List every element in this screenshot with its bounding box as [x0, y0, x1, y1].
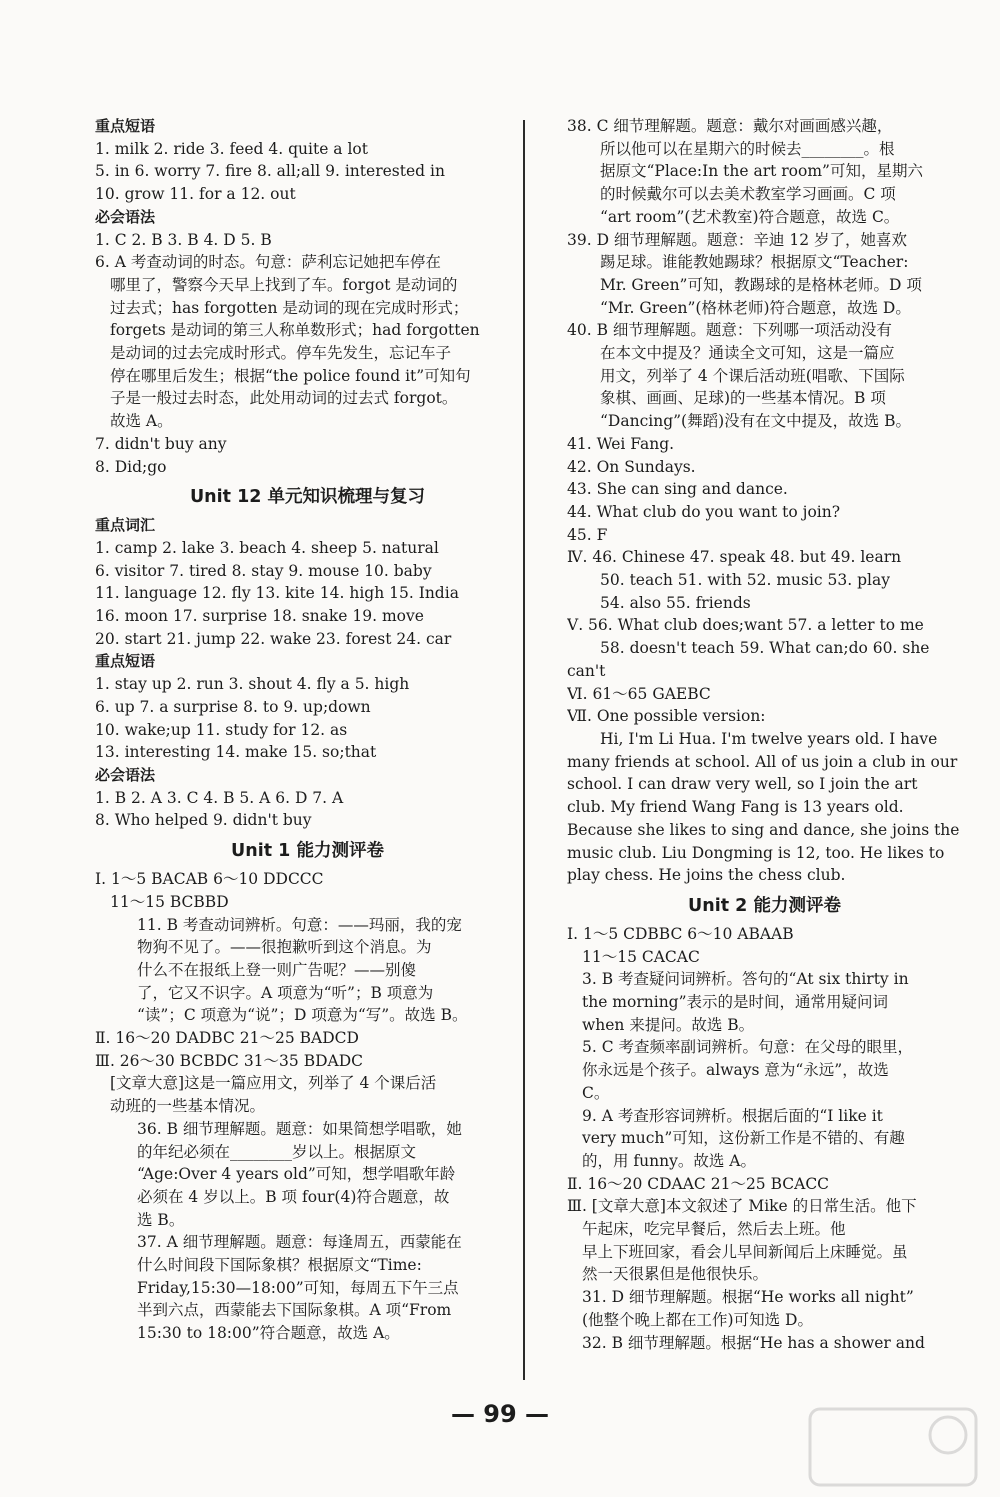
answer-line: forgets 是动词的第三人称单数形式；had forgotten [110, 321, 480, 340]
page-number: — 99 — [450, 1400, 550, 1428]
answer-line: 你永远是个孩子。always 意为“永远”，故选 [582, 1061, 889, 1080]
answer-line: 39. D 细节理解题。题意：辛迪 12 岁了，她喜欢 [567, 230, 908, 249]
answer-line: 早上下班回家，看会儿早间新闻后上床睡觉。虽 [582, 1242, 908, 1261]
answer-line: “Age:Over 4 years old”可知，想学唱歌年龄 [137, 1165, 456, 1184]
answer-line: 的，用 funny。故选 A。 [582, 1151, 756, 1170]
answer-line: 36. B 细节理解题。题意：如果简想学唱歌，她 [137, 1119, 462, 1138]
answer-line: club. My friend Wang Fang is 13 years old. [567, 798, 904, 817]
answer-line: 踢足球。谁能教她踢球？根据原文“Teacher: [600, 253, 909, 272]
answer-line: “art room”(艺术教室)符合题意，故选 C。 [600, 207, 900, 226]
answer-line: 58. doesn't teach 59. What can;do 60. she [600, 639, 930, 658]
answer-line: Ⅲ. [文章大意]本文叙述了 Mike 的日常生活。他下 [567, 1197, 917, 1216]
answer-line: 所以他可以在星期六的时候去________。根 [600, 139, 895, 158]
answer-line: 半到六点，西蒙能去下国际象棋。A 项“From [137, 1301, 452, 1320]
answer-line: 什么时间段下国际象棋？根据原文“Time: [137, 1256, 422, 1275]
answer-line: very much”可知，这份新工作是不错的、有趣 [582, 1129, 905, 1148]
answer-line: Ⅱ. 16～20 CDAAC 21～25 BCACC [567, 1174, 830, 1193]
watermark-logo [808, 1407, 978, 1487]
section-heading: 重点词汇 [95, 516, 156, 535]
answer-line: (他整个晚上都在工作)可知选 D。 [582, 1310, 813, 1329]
answer-line: 在本文中提及？通读全文可知，这是一篇应 [600, 344, 895, 363]
answer-line: 9. A 考查形容词辨析。根据后面的“I like it [582, 1106, 883, 1125]
answer-line: 过去式；has forgotten 是动词的现在完成时形式； [110, 298, 469, 317]
answer-line: 31. D 细节理解题。根据“He works all night” [582, 1288, 914, 1307]
left-column [95, 115, 520, 1345]
answer-line: 哪里了，警察今天早上找到了车。forgot 是动词的 [110, 275, 458, 294]
answer-line: 了，它又不识字。A 项意为“听”；B 项意为 [137, 983, 434, 1002]
answer-line: C。 [582, 1083, 610, 1102]
answer-line: 停在哪里后发生；根据“the police found it”可知句 [110, 366, 471, 385]
answer-line: play chess. He joins the chess club. [567, 866, 846, 885]
answer-line: can't [567, 661, 606, 680]
answer-line: 42. On Sundays. [567, 457, 696, 476]
answer-line: 6. visitor 7. tired 8. stay 9. mouse 10. baby [95, 561, 432, 580]
answer-line: 38. C 细节理解题。题意：戴尔对画画感兴趣， [567, 117, 893, 135]
answer-line: “读”；C 项意为“说”；D 项意为“写”。故选 B。 [137, 1006, 468, 1025]
answer-line: [文章大意]这是一篇应用文，列举了 4 个课后活 [110, 1074, 437, 1093]
answer-line: 16. moon 17. surprise 18. snake 19. move [95, 607, 424, 626]
answer-line: Ⅱ. 16～20 DADBC 21～25 BADCD [95, 1029, 359, 1048]
answer-line: many friends at school. All of us join a club in our [567, 752, 958, 771]
answer-line: 32. B 细节理解题。根据“He has a shower and [582, 1333, 925, 1352]
answer-line: 11. B 考查动词辨析。句意：——玛丽，我的宠 [137, 915, 462, 934]
section-heading: 必会语法 [95, 207, 156, 226]
answer-line: 据原文“Place:In the art room”可知，星期六 [600, 162, 923, 181]
answer-line: Mr. Green”可知，教踢球的是格林老师。D 项 [600, 275, 922, 294]
answer-line: 1. C 2. B 3. B 4. D 5. B [95, 230, 272, 249]
answer-line: 8. Who helped 9. didn't buy [95, 811, 312, 830]
answer-line: the morning”表示的是时间，通常用疑问词 [582, 993, 889, 1012]
answer-line: 物狗不见了。——很抱歉听到这个消息。为 [137, 938, 432, 957]
answer-line: 41. Wei Fang. [567, 434, 675, 453]
answer-line: 40. B 细节理解题。题意：下列哪一项活动没有 [567, 321, 892, 340]
answer-line: 37. A 细节理解题。题意：每逢周五，西蒙能在 [137, 1233, 462, 1252]
answer-line: 是动词的过去完成时形式。停车先发生，忘记车子 [110, 344, 452, 363]
answer-line: 44. What club do you want to join? [567, 502, 841, 521]
unit-title: Unit 2 能力测评卷 [688, 895, 841, 916]
section-heading: 重点短语 [95, 652, 156, 671]
answer-line: Because she likes to sing and dance, she joins the [567, 820, 960, 839]
answer-line: 50. teach 51. with 52. music 53. play [600, 571, 890, 590]
answer-line: 午起床，吃完早餐后，然后去上班。他 [582, 1220, 846, 1239]
answer-line: Ⅵ. 61～65 GAEBC [567, 684, 711, 703]
unit-title: Unit 12 单元知识梳理与复习 [189, 487, 426, 508]
answer-line: 用文，列举了 4 个课后活动班(唱歌、下国际 [600, 366, 905, 385]
answer-line: 13. interesting 14. make 15. so;that [95, 743, 377, 762]
answer-line: 11～15 CACAC [582, 947, 700, 966]
column-divider [523, 120, 525, 1380]
answer-line: Ⅲ. 26～30 BCBDC 31～35 BDADC [95, 1051, 363, 1070]
answer-line: 选 B。 [137, 1210, 185, 1229]
answer-line: 子是一般过去时态，此处用动词的过去式 forgot。 [110, 389, 458, 408]
answer-line: Ⅴ. 56. What club does;want 57. a letter to me [567, 616, 924, 635]
answer-line: 的时候戴尔可以去美术教室学习画画。C 项 [600, 185, 896, 204]
answer-line: Hi, I'm Li Hua. I'm twelve years old. I have [600, 729, 938, 748]
answer-line: Ⅶ. One possible version: [567, 707, 766, 726]
answer-line: 15:30 to 18:00”符合题意，故选 A。 [137, 1324, 400, 1343]
answer-line: 8. Did;go [95, 457, 167, 476]
right-column [567, 115, 962, 1354]
answer-line: 54. also 55. friends [600, 593, 751, 612]
answer-line: 故选 A。 [110, 412, 173, 431]
answer-line: 10. grow 11. for a 12. out [95, 185, 296, 204]
answer-line: 的年纪必须在________岁以上。根据原文 [137, 1142, 417, 1161]
answer-line: 20. start 21. jump 22. wake 23. forest 24. car [95, 629, 452, 648]
answer-line: 1. stay up 2. run 3. shout 4. fly a 5. high [95, 675, 410, 694]
answer-line: 7. didn't buy any [95, 434, 227, 453]
answer-line: 6. A 考查动词的时态。句意：萨利忘记她把车停在 [95, 253, 441, 272]
section-heading: 必会语法 [95, 765, 156, 784]
answer-line: 1. camp 2. lake 3. beach 4. sheep 5. natural [95, 538, 439, 557]
answer-line: 什么不在报纸上登一则广告呢？——别傻 [137, 960, 417, 979]
answer-line: 45. F [567, 525, 608, 544]
answer-line: 10. wake;up 11. study for 12. as [95, 720, 348, 739]
answer-line: 动班的一些基本情况。 [110, 1097, 266, 1116]
answer-line: 3. B 考查疑问词辨析。答句的“At six thirty in [582, 970, 909, 989]
answer-line: when 来提问。故选 B。 [582, 1015, 755, 1034]
answer-line: 5. C 考查频率副词辨析。句意：在父母的眼里， [582, 1038, 914, 1057]
answer-line: 1. milk 2. ride 3. feed 4. quite a lot [95, 139, 368, 158]
answer-line: 5. in 6. worry 7. fire 8. all;all 9. interested in [95, 162, 445, 181]
answer-line: 1. B 2. A 3. C 4. B 5. A 6. D 7. A [95, 788, 344, 807]
answer-line: Ⅳ. 46. Chinese 47. speak 48. but 49. learn [567, 548, 902, 567]
answer-line: 6. up 7. a surprise 8. to 9. up;down [95, 697, 371, 716]
answer-line: 然一天很累但是他很快乐。 [582, 1265, 769, 1284]
answer-line: Friday,15:30—18:00”可知，每周五下午三点 [137, 1278, 459, 1297]
answer-line: 11. language 12. fly 13. kite 14. high 15. India [95, 584, 459, 603]
answer-line: school. I can draw very well, so I join the art [567, 775, 918, 794]
answer-line: music club. Liu Dongming is 12, too. He likes to [567, 843, 945, 862]
answer-line: Ⅰ. 1～5 CDBBC 6～10 ABAAB [567, 924, 794, 943]
answer-line: Ⅰ. 1～5 BACAB 6～10 DDCCC [95, 870, 324, 889]
answer-line: “Dancing”(舞蹈)没有在文中提及，故选 B。 [600, 412, 911, 431]
answer-line: “Mr. Green”(格林老师)符合题意，故选 D。 [600, 298, 911, 317]
answer-line: 象棋、画画、足球)的一些基本情况。B 项 [600, 389, 886, 408]
answer-line: 必须在 4 岁以上。B 项 four(4)符合题意，故 [137, 1187, 450, 1206]
section-heading: 重点短语 [95, 117, 156, 135]
unit-title: Unit 1 能力测评卷 [231, 841, 384, 862]
answer-line: 11～15 BCBBD [110, 892, 229, 911]
answer-line: 43. She can sing and dance. [567, 480, 788, 499]
